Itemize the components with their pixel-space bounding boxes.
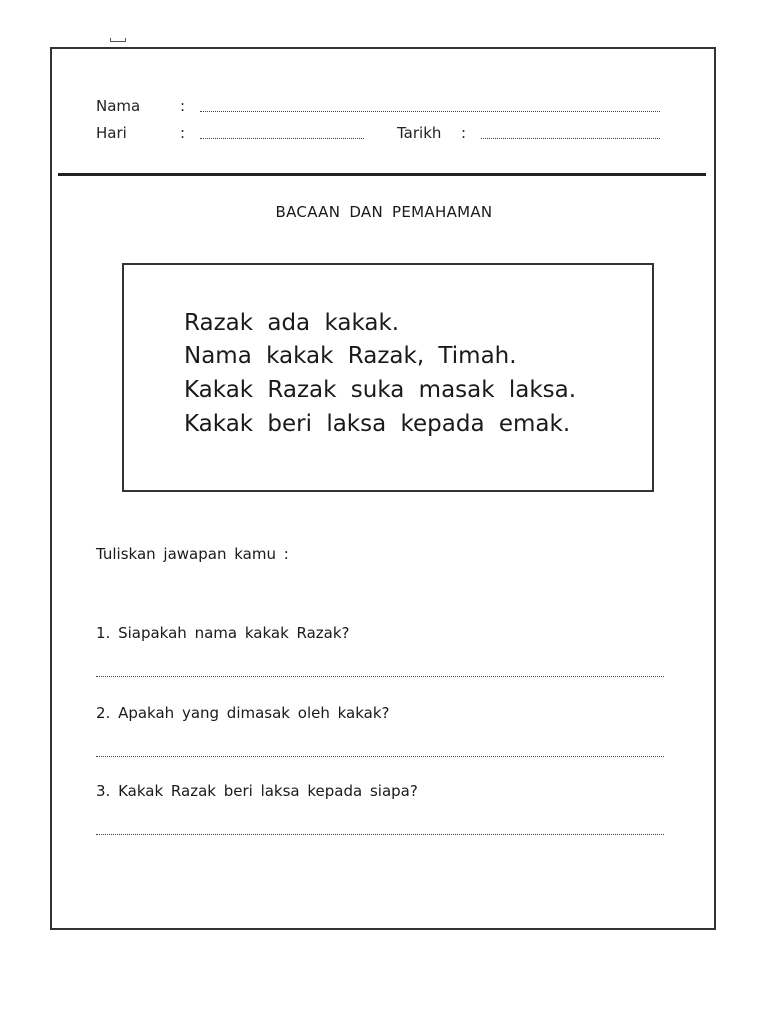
instruction-text: Tuliskan jawapan kamu :	[96, 545, 289, 563]
header-divider	[58, 173, 706, 176]
page-corner-mark	[110, 38, 126, 42]
passage-line: Razak ada kakak.	[184, 310, 400, 336]
day-label: Hari	[96, 124, 127, 142]
question-2: 2. Apakah yang dimasak oleh kakak?	[96, 704, 390, 722]
date-label: Tarikh	[397, 124, 442, 142]
day-answer-line[interactable]	[200, 138, 364, 139]
name-label: Nama	[96, 97, 141, 115]
date-answer-line[interactable]	[481, 138, 660, 139]
day-colon: :	[180, 124, 186, 142]
answer-line-1[interactable]	[96, 676, 664, 677]
worksheet-title: BACAAN DAN PEMAHAMAN	[275, 203, 493, 221]
name-answer-line[interactable]	[200, 111, 660, 112]
name-colon: :	[180, 97, 186, 115]
passage-line: Kakak Razak suka masak laksa.	[184, 377, 577, 403]
date-colon: :	[461, 124, 467, 142]
passage-line: Nama kakak Razak, Timah.	[184, 343, 517, 369]
answer-line-2[interactable]	[96, 756, 664, 757]
question-3: 3. Kakak Razak beri laksa kepada siapa?	[96, 782, 418, 800]
answer-line-3[interactable]	[96, 834, 664, 835]
name-field-row	[96, 97, 666, 115]
question-1: 1. Siapakah nama kakak Razak?	[96, 624, 350, 642]
passage-line: Kakak beri laksa kepada emak.	[184, 411, 571, 437]
day-date-field-row	[96, 124, 666, 142]
